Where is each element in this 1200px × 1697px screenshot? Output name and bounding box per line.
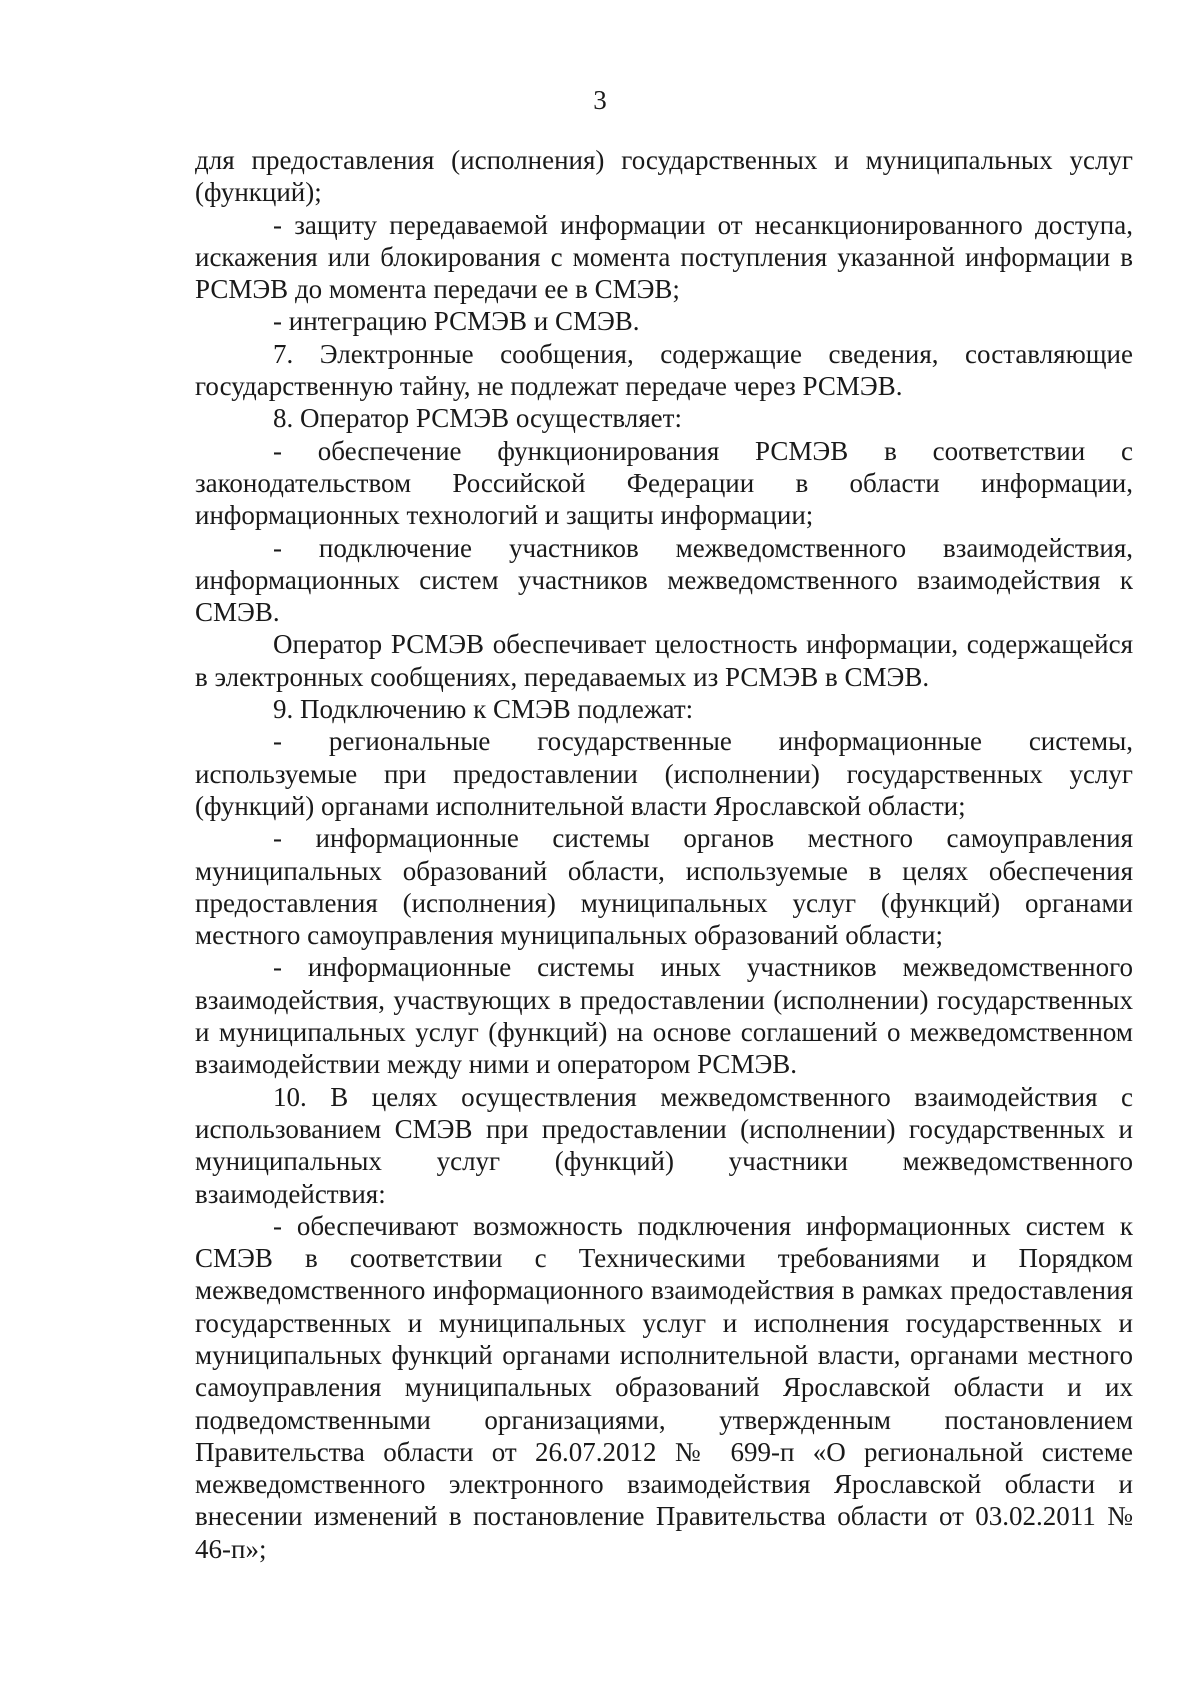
paragraph-regional-systems: - региональные государственные информационные системы, используемые при предоставлении (исполнении) государственных услуг (функций) органами исполнительной власти Ярославской области; [195, 726, 1133, 821]
paragraph-connection: - подключение участников межведомственного взаимодействия, информационных систем участников межведомственного взаимодействия к СМЭВ. [195, 532, 1133, 628]
paragraph-continuation: для предоставления (исполнения) государственных и муниципальных услуг (функций); [195, 145, 1133, 208]
paragraph-provide-connection: - обеспечивают возможность подключения информационных систем к СМЭВ в соответствии с Техническими требованиями и Порядком межведомственного информационного взаимодействия в рамках предоставления государственных и муниципальных услуг и исполнения государственных и муниципальных функций органами исполнительной власти, органами местного самоуправления муниципальных образований Ярославской области и их подведомственными организациями, утвержденным постановлением Правительства области от 26.07.2012 № 699-п «О региональной системе межведомственного электронного взаимодействия Ярославской области и внесении изменений в постановление Правительства области от 03.02.2011 № 46-п»; [195, 1210, 1133, 1564]
paragraph-item-10: 10. В целях осуществления межведомственного взаимодействия с использованием СМЭВ при предоставлении (исполнении) государственных и муниципальных услуг (функций) участники межведомственного взаимодействия: [195, 1081, 1133, 1209]
paragraph-item-7: 7. Электронные сообщения, содержащие сведения, составляющие государственную тайну, не подлежат передаче через РСМЭВ. [195, 338, 1133, 402]
paragraph-item-8: 8. Оператор РСМЭВ осуществляет: [273, 403, 682, 434]
paragraph-other-participants: - информационные системы иных участников межведомственного взаимодействия, участвующих в предоставлении (исполнении) государственных и муниципальных услуг (функций) на основе соглашений о межведомственном взаимодействии между ними и оператором РСМЭВ. [195, 952, 1133, 1080]
document-body [195, 144, 1133, 1565]
paragraph-integration: - интеграцию РСМЭВ и СМЭВ. [273, 306, 640, 337]
paragraph-operation-support: - обеспечение функционирования РСМЭВ в соответствии с законодательством Российской Федерации в области информации, информационных технологий и защиты информации; [195, 435, 1133, 531]
paragraph-municipal-systems: - информационные системы органов местного самоуправления муниципальных образований области, используемые в целях обеспечения предоставления (исполнения) муниципальных услуг (функций) органами местного самоуправления муниципальных образований области; [195, 823, 1133, 951]
paragraph-integrity: Оператор РСМЭВ обеспечивает целостность информации, содержащейся в электронных сообщениях, передаваемых из РСМЭВ в СМЭВ. [195, 629, 1133, 692]
page-number: 3 [593, 85, 607, 115]
paragraph-protection: - защиту передаваемой информации от несанкционированного доступа, искажения или блокирования с момента поступления указанной информации в РСМЭВ до момента передачи ее в СМЭВ; [195, 209, 1133, 305]
paragraph-item-9: 9. Подключению к СМЭВ подлежат: [273, 694, 694, 725]
